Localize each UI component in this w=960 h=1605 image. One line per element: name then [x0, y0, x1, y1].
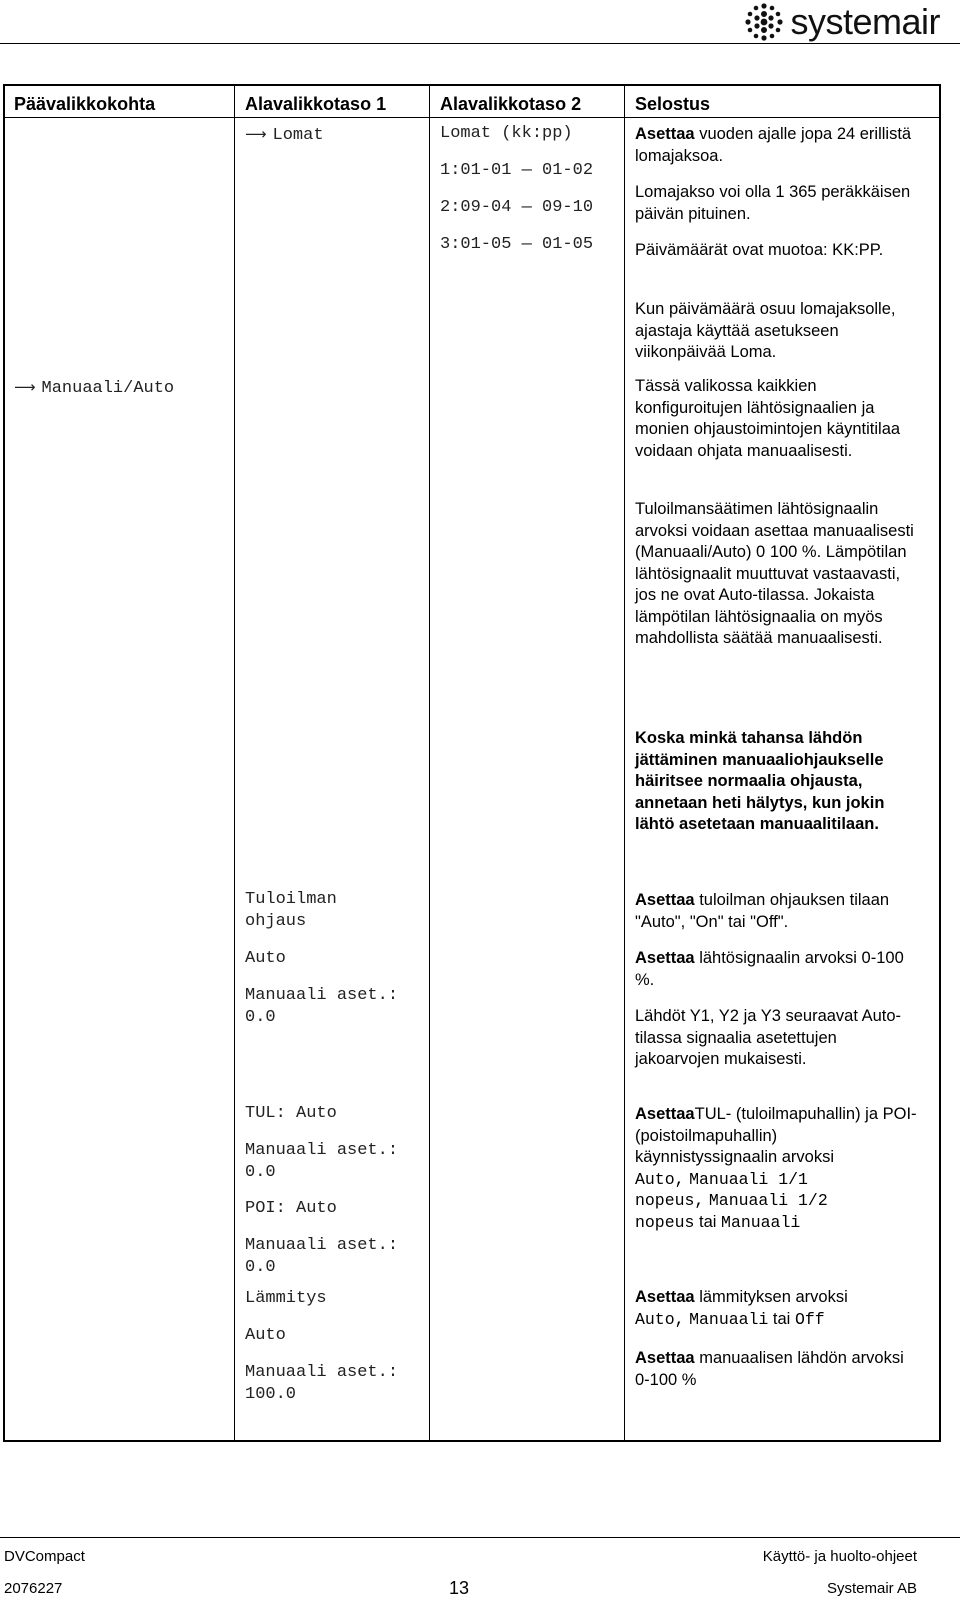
lomat-desc-2: Lomajakso voi olla 1 365 peräkkäisen päivän pituinen.	[635, 183, 911, 223]
footer-product: DVCompact	[4, 1548, 85, 1565]
header-row-divider	[5, 117, 939, 118]
lomat-desc-4: Kun päivämäärä osuu lomajaksolle, ajastaja käyttää asetukseen viikonpäivää Loma.	[635, 300, 896, 361]
desc-text: vuoden ajalle jopa 24 erillistä lomajaksoa.	[635, 125, 912, 165]
lomat-period-header: Lomat (kk:pp)	[440, 124, 573, 143]
subdesc-4	[635, 1104, 917, 1233]
sub-tuloilman-line1: Tuloilman	[245, 890, 337, 909]
lomat-period-2[interactable]: 2:09-04 — 09-10	[440, 198, 594, 217]
menu-item-manuaali-auto[interactable]	[14, 376, 174, 400]
subdesc-3: Lähdöt Y1, Y2 ja Y3 seuraavat Auto-tilassa signaalia asetettujen jakoarvojen mukaisesti.	[635, 1007, 902, 1068]
systemair-logo	[744, 0, 940, 44]
mono-value: Manuaali	[689, 1309, 769, 1329]
desc-text: TUL- (tuloilmapuhallin) ja POI- (poistoilmapuhallin) käynnistyssignaalin arvoksi	[635, 1105, 917, 1166]
sub-manuaali-aset-2[interactable]	[245, 1140, 398, 1184]
manual-warning: Koska minkä tahansa lähdön jättäminen manuaaliohjaukselle häiritsee normaalia ohjausta, annetaan heti hälytys, kun jokin lähtö asetetaan manuaalitilaan.	[635, 729, 885, 833]
sub-poi-auto[interactable]: POI: Auto	[245, 1199, 337, 1218]
footer-document-number: 2076227	[4, 1580, 63, 1597]
header-divider	[0, 43, 960, 44]
sub-lammitys[interactable]: Lämmitys	[245, 1289, 327, 1308]
bold-text: Asettaa	[635, 949, 695, 967]
manuaali-aset-value: 0.0	[245, 1008, 276, 1027]
lomat-desc-3: Päivämäärät ovat muotoa: KK:PP.	[635, 241, 884, 259]
sub-tul-auto[interactable]: TUL: Auto	[245, 1104, 337, 1123]
mono-value: Manuaali 1/1	[689, 1169, 808, 1189]
manuaali-aset-value: 0.0	[245, 1163, 276, 1182]
desc-text: tai	[699, 1212, 717, 1231]
sub-manuaali-aset-3[interactable]	[245, 1235, 398, 1279]
sub-manuaali-aset-4[interactable]	[245, 1362, 398, 1406]
header-paavalikkokohta: Päävalikkokohta	[14, 94, 156, 114]
mono-value: Manuaali 1/2	[708, 1191, 828, 1210]
arrow-right-icon: ⟶	[14, 378, 36, 396]
manual-desc-2: Tuloilmansäätimen lähtösignaalin arvoksi voidaan asettaa manuaalisesti (Manuaali/Auto) 0 100 %. Lämpötilan lähtösignaalit muuttuvat vastaavasti, jos ne ovat Auto-tilassa. Jokaista lämpötilan lähtösignaalia on myös mahdollista säätää manuaalisesti.	[635, 500, 914, 647]
desc-text: lähtösignaalin arvoksi 0-100 %.	[635, 949, 904, 989]
header-selostus: Selostus	[635, 94, 711, 114]
mono-value: nopeus	[635, 1212, 695, 1232]
bold-text: Asettaa	[635, 1349, 695, 1367]
header-alavalikkotaso-1: Alavalikkotaso 1	[245, 94, 387, 114]
menu-item-lomat[interactable]	[245, 123, 324, 147]
subdesc-1	[635, 890, 917, 933]
header-alavalikkotaso-2: Alavalikkotaso 2	[440, 94, 582, 114]
bold-text: Asettaa	[635, 1105, 695, 1123]
manuaali-aset-label: Manuaali aset.:	[245, 986, 399, 1005]
systemair-logo-icon	[744, 2, 784, 42]
manuaali-aset-value: 100.0	[245, 1385, 297, 1404]
sub-auto-2[interactable]: Auto	[245, 1326, 286, 1345]
lomat-period-1[interactable]: 1:01-01 — 01-02	[440, 161, 594, 180]
sub-manuaali-aset-1[interactable]	[245, 985, 398, 1029]
footer-divider	[0, 1537, 960, 1538]
footer-manual-title: Käyttö- ja huolto-ohjeet	[762, 1548, 917, 1565]
column-divider	[429, 86, 430, 1440]
mono-value: Auto,	[635, 1169, 685, 1189]
manual-desc-1: Tässä valikossa kaikkien konfiguroitujen lähtösignaalien ja monien ohjaustoimintojen käyntitilaa voidaan ohjata manuaalisesti.	[635, 377, 901, 460]
subdesc-2	[635, 948, 917, 991]
manuaali-aset-label: Manuaali aset.:	[245, 1363, 399, 1382]
mono-value: nopeus,	[635, 1191, 705, 1210]
manuaali-aset-value: 0.0	[245, 1258, 276, 1277]
desc-text: lämmityksen arvoksi	[694, 1288, 848, 1306]
bold-text: Asettaa	[635, 891, 695, 909]
subdesc-5	[635, 1287, 917, 1330]
menu-table	[3, 84, 941, 1442]
sub-tuloilman-ohjaus[interactable]	[245, 889, 337, 933]
mono-value: Auto,	[635, 1309, 685, 1329]
footer-company: Systemair AB	[826, 1580, 917, 1597]
desc-text: tai	[772, 1309, 791, 1328]
bold-text: Asettaa	[635, 1288, 695, 1306]
manuaali-aset-label: Manuaali aset.:	[245, 1236, 399, 1255]
page-number: 13	[449, 1578, 470, 1598]
mono-value: Manuaali	[721, 1212, 801, 1232]
subdesc-6	[635, 1348, 917, 1391]
column-divider	[234, 86, 235, 1440]
column-divider	[624, 86, 625, 1440]
desc-text: tuloilman ohjauksen tilaan "Auto", "On" tai "Off".	[635, 891, 890, 931]
lomat-period-3[interactable]: 3:01-05 — 01-05	[440, 235, 594, 254]
menu-item-lomat-label: Lomat	[272, 126, 324, 145]
menu-item-manuaali-auto-label: Manuaali/Auto	[41, 379, 175, 398]
lomat-desc-1	[635, 124, 925, 167]
desc-text: manuaalisen lähdön arvoksi 0-100 %	[635, 1349, 904, 1389]
sub-tuloilman-line2: ohjaus	[245, 912, 307, 931]
mono-value: Off	[794, 1309, 825, 1329]
manuaali-aset-label: Manuaali aset.:	[245, 1141, 399, 1160]
arrow-right-icon: ⟶	[245, 125, 267, 143]
bold-text: Asettaa	[635, 125, 695, 143]
sub-auto-1[interactable]: Auto	[245, 949, 286, 968]
brand-name: systemair	[790, 1, 940, 42]
